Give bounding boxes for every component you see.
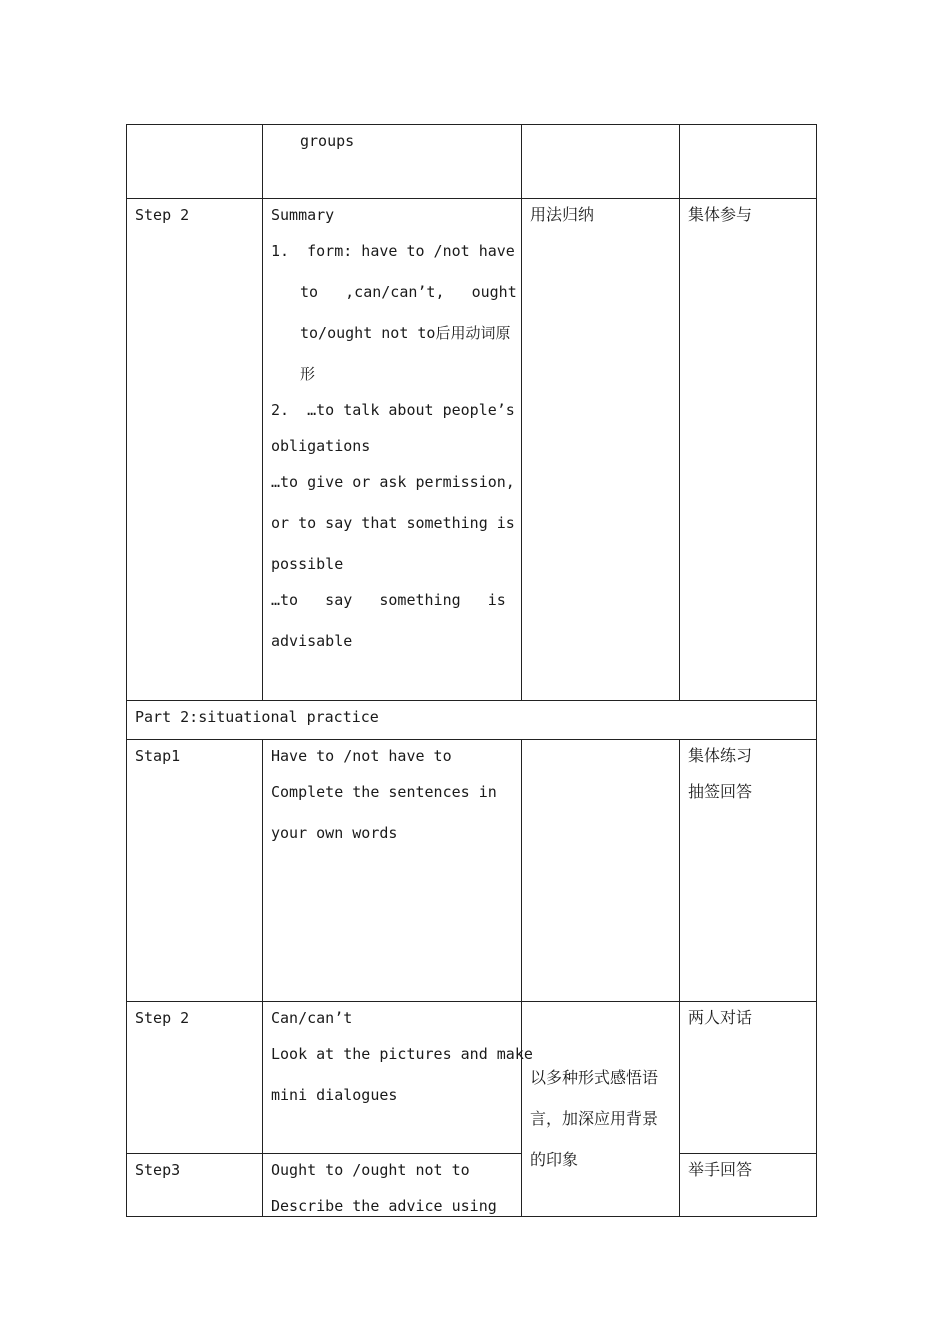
- table-row: [127, 1002, 817, 1154]
- step-cell: [127, 199, 263, 701]
- content-line: Describe the advice using: [271, 1197, 497, 1215]
- content-line: Ought to /ought not to: [271, 1161, 470, 1179]
- content-line: Look at the pictures and make: [271, 1045, 533, 1063]
- activity-cell: [680, 1002, 817, 1154]
- activity-text: 集体练习: [688, 746, 753, 765]
- step-label: Step3: [135, 1161, 181, 1179]
- content-line: or to say that something is: [271, 514, 515, 532]
- purpose-cell: [522, 740, 680, 1002]
- table-row: [127, 1154, 817, 1217]
- content-line: to ,can/can’t, ought: [300, 283, 517, 301]
- content-line: …to say something is: [271, 591, 506, 609]
- activity-cell: [680, 740, 817, 1002]
- activity-text: 抽签回答: [688, 782, 753, 801]
- content-line: Have to /not have to: [271, 747, 452, 765]
- content-line: advisable: [271, 632, 353, 650]
- step-cell: [127, 1002, 263, 1154]
- step-label: Step 2: [135, 206, 190, 224]
- content-cell: [263, 199, 522, 701]
- section-title: Part 2:situational practice: [135, 708, 379, 726]
- activity-text: 两人对话: [688, 1008, 753, 1027]
- activity-cell: [680, 199, 817, 701]
- section-heading: [127, 701, 817, 740]
- activity-text: 集体参与: [688, 205, 753, 224]
- step-cell: [127, 1154, 263, 1217]
- content-title: Summary: [271, 206, 335, 224]
- section-row: [127, 701, 817, 740]
- table-row: [127, 740, 817, 1002]
- content-line: 2. …to talk about people’s: [271, 401, 515, 419]
- content-cell: [263, 125, 522, 199]
- activity-text: 举手回答: [688, 1160, 753, 1179]
- content-line: Complete the sentences in: [271, 783, 497, 801]
- step-cell: [127, 740, 263, 1002]
- step-label: Stap1: [135, 747, 181, 765]
- content-cell: [263, 1154, 522, 1217]
- content-line: obligations: [271, 437, 371, 455]
- activity-cell: [680, 1154, 817, 1217]
- table-row: [127, 125, 817, 199]
- content-line: your own words: [271, 824, 398, 842]
- purpose-text: 的印象: [530, 1150, 579, 1169]
- purpose-cell: [522, 199, 680, 701]
- content-line: possible: [271, 555, 344, 573]
- activity-cell: [680, 125, 817, 199]
- content-line: …to give or ask permission,: [271, 473, 515, 491]
- purpose-cell: [522, 125, 680, 199]
- step-label: Step 2: [135, 1009, 190, 1027]
- purpose-text: 言，加深应用背景: [530, 1109, 659, 1128]
- content-line: 形: [300, 365, 316, 383]
- content-line: mini dialogues: [271, 1086, 398, 1104]
- content-line: groups: [300, 132, 355, 150]
- step-cell: [127, 125, 263, 199]
- content-cell: [263, 1002, 533, 1154]
- purpose-text: 用法归纳: [530, 205, 595, 224]
- purpose-text: 以多种形式感悟语: [530, 1068, 659, 1087]
- content-line: to/ought not to后用动词原: [300, 324, 511, 342]
- table-row: [127, 199, 817, 701]
- content-line: Can/can’t: [271, 1009, 353, 1027]
- content-line: 1. form: have to /not have: [271, 242, 515, 260]
- content-cell: [263, 740, 522, 1002]
- purpose-cell: [522, 1002, 680, 1217]
- lesson-plan-table: [126, 124, 817, 1217]
